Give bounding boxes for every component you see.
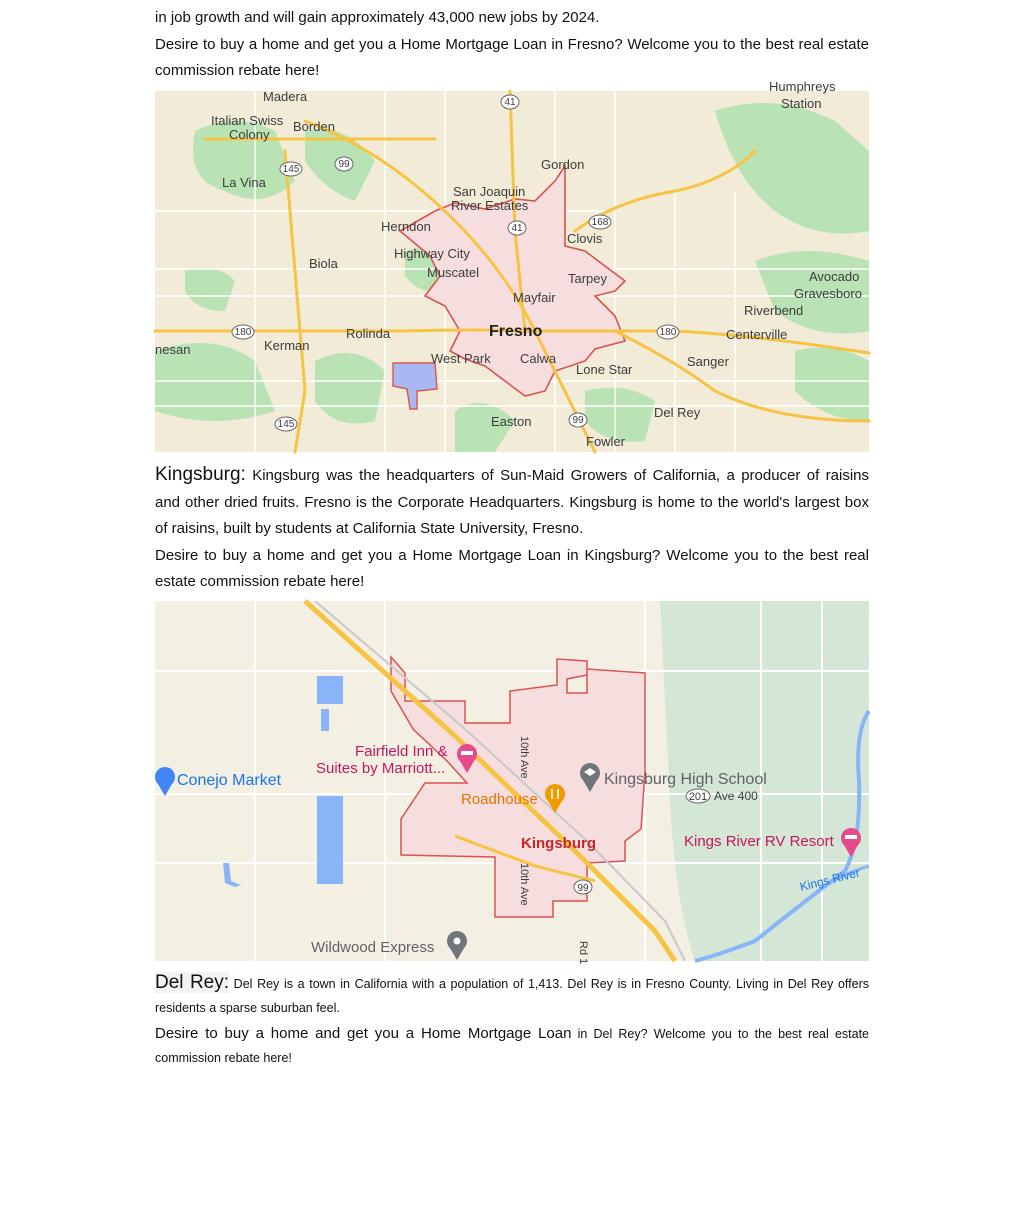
place-gravesboro: Gravesboro [794,286,862,301]
place-highway-city: Highway City [394,246,470,261]
kingsburg-map[interactable] [155,601,869,965]
kings-river-label: Kings River [798,865,862,894]
fairfield-label-2: Suites by Marriott... [316,760,446,777]
kingsburg-cta: Desire to buy a home and get you a Home Mortgage Loan in Kingsburg? Welcome you to the best real estate commission rebate here! [155,546,869,590]
svg-text:180: 180 [234,327,252,338]
place-avocado: Avocado [809,269,860,284]
place-nesan: nesan [155,342,191,357]
place-lone-star: Lone Star [576,362,633,377]
place-centerville: Centerville [726,327,788,342]
shield-41-top [501,95,519,109]
shield-41-mid [508,221,526,235]
place-sjre-2: River Estates [451,198,529,213]
place-easton: Easton [491,414,532,429]
place-fresno: Fresno [489,323,543,340]
intro-section [155,5,869,85]
shield-99-top [335,157,353,171]
place-sjre-1: San Joaquin [453,184,526,199]
fresno-map-graphic [155,79,869,452]
kingsburg-map-graphic [155,601,869,965]
shield-99-k [574,880,592,894]
svg-text:145: 145 [277,419,295,430]
place-station: Station [781,96,822,111]
svg-text:99: 99 [577,883,589,894]
delrey-cta-rest: in Del Rey? Welcome you to the best real estate commission rebate here! [155,1027,869,1065]
delrey-heading: Del Rey: [155,972,230,993]
place-biola: Biola [309,256,338,271]
high-school-label: Kingsburg High School [604,771,767,788]
place-sanger: Sanger [687,354,729,369]
wildwood-label: Wildwood Express [311,939,435,956]
fresno-cta: Desire to buy a home and get you a Home Mortgage Loan in Fresno? Welcome you to the best real estate commission rebate here! [155,35,869,79]
place-clovis: Clovis [567,231,603,246]
place-rolinda: Rolinda [346,326,391,341]
svg-text:99: 99 [338,159,350,170]
svg-text:201: 201 [688,791,708,803]
kingsburg-text: Kingsburg was the headquarters of Sun-Maid Growers of California, a producer of raisins and other dried fruits. Fresno is the Corporate Headquarters. Kingsburg is home to the world's largest box of raisins, built by students at California State University, Fresno. [155,467,869,537]
shield-99-bottom [569,413,587,427]
ave400-label: Ave 400 [714,789,758,803]
place-kerman: Kerman [264,338,310,353]
svg-text:180: 180 [659,327,677,338]
shield-180-left [232,325,254,339]
shield-145-bottom [275,417,297,431]
svg-text:41: 41 [504,97,516,108]
kingsburg-label: Kingsburg [521,835,596,852]
place-gordon: Gordon [541,157,585,172]
place-italian-swiss: Italian Swiss [211,113,284,128]
delrey-cta [155,1022,869,1070]
shield-180-right [657,325,679,339]
rv-resort-label: Kings River RV Resort [684,833,834,850]
svg-text:41: 41 [511,223,523,234]
kingsburg-section [155,462,869,596]
place-herndon: Herndon [381,219,431,234]
place-madera: Madera [263,89,308,104]
delrey-paragraph [155,971,869,1020]
fresno-map[interactable] [155,79,869,452]
place-tarpey: Tarpey [568,271,608,286]
place-colony: Colony [229,127,270,142]
kingsburg-heading: Kingsburg: [155,464,246,485]
delrey-cta-lead: Desire to buy a home and get you a Home Mortgage Loan [155,1025,572,1042]
svg-text:99: 99 [572,415,584,426]
conejo-label: Conejo Market [177,772,282,789]
place-west-park: West Park [431,351,491,366]
rd-label: Rd 1 [577,941,589,965]
place-humphreys: Humphreys [769,79,836,94]
shield-201 [686,789,710,803]
roadhouse-label: Roadhouse [461,791,538,808]
shield-145-top [280,162,302,176]
place-fowler: Fowler [586,434,626,449]
delrey-section [155,971,869,1070]
place-muscatel: Muscatel [427,265,480,280]
svg-text:145: 145 [282,164,300,175]
place-mayfair: Mayfair [513,290,556,305]
tenth-ave-label-2: 10th Ave [518,863,530,906]
place-borden: Borden [293,119,335,134]
tenth-ave-label-1: 10th Ave [518,736,530,779]
svg-text:168: 168 [591,217,609,228]
kingsburg-paragraph [155,462,869,543]
fairfield-label-1: Fairfield Inn & [355,743,448,760]
intro-line: in job growth and will gain approximately 43,000 new jobs by 2024. [155,9,600,26]
shield-168 [589,215,611,229]
delrey-text: Del Rey is a town in California with a population of 1,413. Del Rey is in Fresno County. Living in Del Rey offers residents a sparse suburban feel. [155,977,870,1015]
place-la-vina: La Vina [222,175,266,190]
place-riverbend: Riverbend [744,303,804,318]
place-del-rey: Del Rey [654,405,701,420]
place-calwa: Calwa [520,351,557,366]
